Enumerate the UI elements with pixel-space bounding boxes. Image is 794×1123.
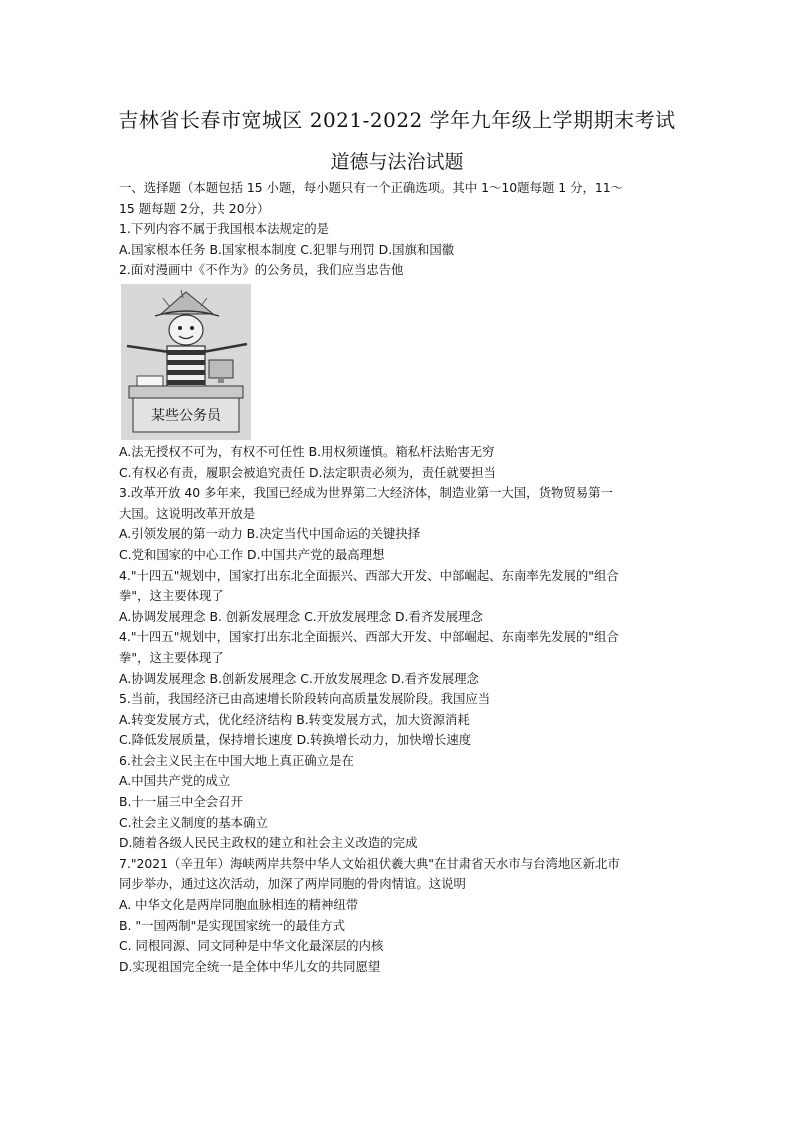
cartoon-image [121,284,251,440]
exam-subtitle: 道德与法治试题 [330,151,464,173]
q6-stem: 6.社会主义民主在中国大地上真正确立是在 [119,752,354,768]
q7-option-c: C. 同根同源、同文同种是中华文化最深层的内核 [119,938,384,954]
q4b-stem-line1: 4."十四五"规划中，国家打出东北全面振兴、西部大开发、中部崛起、东南率先发展的"组合 [119,629,619,645]
q7-stem-line1: 7."2021（辛丑年）海峡两岸共祭中华人文始祖伏羲大典"在甘肃省天水市与台湾地区新北市 [119,855,620,871]
q5-option-cd: C.降低发展质量，保持增长速度 D.转换增长动力，加快增长速度 [119,732,472,748]
q2-option-cd: C.有权必有责，履职会被追究责任 D.法定职责必须为，责任就要担当 [119,464,496,480]
q5-option-ab: A.转变发展方式，优化经济结构 B.转变发展方式，加大资源消耗 [119,711,470,727]
q1-options: A.国家根本任务 B.国家根本制度 C.犯罪与刑罚 D.国旗和国徽 [119,241,455,257]
question-list [119,178,679,977]
q4b-options: A.协调发展理念 B.创新发展理念 C.开放发展理念 D.看齐发展理念 [119,670,479,686]
q7-option-a: A. 中华文化是两岸同胞血脉相连的精神纽带 [119,897,359,913]
q3-option-ab: A.引领发展的第一动力 B.决定当代中国命运的关键抉择 [119,526,421,542]
q2-stem: 2.面对漫画中《不作为》的公务员，我们应当忠告他 [119,262,404,278]
q3-stem-line2: 大国。这说明改革开放是 [119,505,256,521]
q6-option-d: D.随着各级人民民主政权的建立和社会主义改造的完成 [119,835,418,851]
q7-option-d: D.实现祖国完全统一是全体中华儿女的共同愿望 [119,958,381,974]
q6-option-a: A.中国共产党的成立 [119,773,231,789]
q6-option-b: B.十一届三中全会召开 [119,794,243,810]
q3-option-cd: C.党和国家的中心工作 D.中国共产党的最高理想 [119,546,385,562]
q4a-options: A.协调发展理念 B. 创新发展理念 C.开放发展理念 D.看齐发展理念 [119,608,483,624]
q4a-stem-line2: 拳"，这主要体现了 [119,588,224,604]
exam-title: 吉林省长春市宽城区 2021-2022 学年九年级上学期期末考试 [118,108,676,132]
section-heading-line2: 15 题每题 2分，共 20分） [119,200,270,216]
desk-sign-text: 某些公务员 [151,407,221,424]
q1-stem: 1.下列内容不属于我国根本法规定的是 [119,221,330,237]
q6-option-c: C.社会主义制度的基本确立 [119,814,268,830]
q7-option-b: B. "一国两制"是实现国家统一的最佳方式 [119,917,346,933]
q2-option-ab: A.法无授权不可为，有权不可任性 B.用权须谨慎。箱私杆法贻害无穷 [119,443,495,459]
q3-stem-line1: 3.改革开放 40 多年来，我国已经成为世界第二大经济体，制造业第一大国，货物贸易第一 [119,485,613,501]
q5-stem: 5.当前，我国经济已由高速增长阶段转向高质量发展阶段。我国应当 [119,691,491,707]
section-heading-line1: 一、选择题（本题包括 15 小题，每小题只有一个正确选项。其中 1～10题每题 1 分，11～ [119,180,624,195]
q7-stem-line2: 同步举办，通过这次活动，加深了两岸同胞的骨肉情谊。这说明 [119,876,466,892]
q4a-stem-line1: 4."十四五"规划中，国家打出东北全面振兴、西部大开发、中部崛起、东南率先发展的"组合 [119,567,619,583]
q4b-stem-line2: 拳"，这主要体现了 [119,649,224,665]
